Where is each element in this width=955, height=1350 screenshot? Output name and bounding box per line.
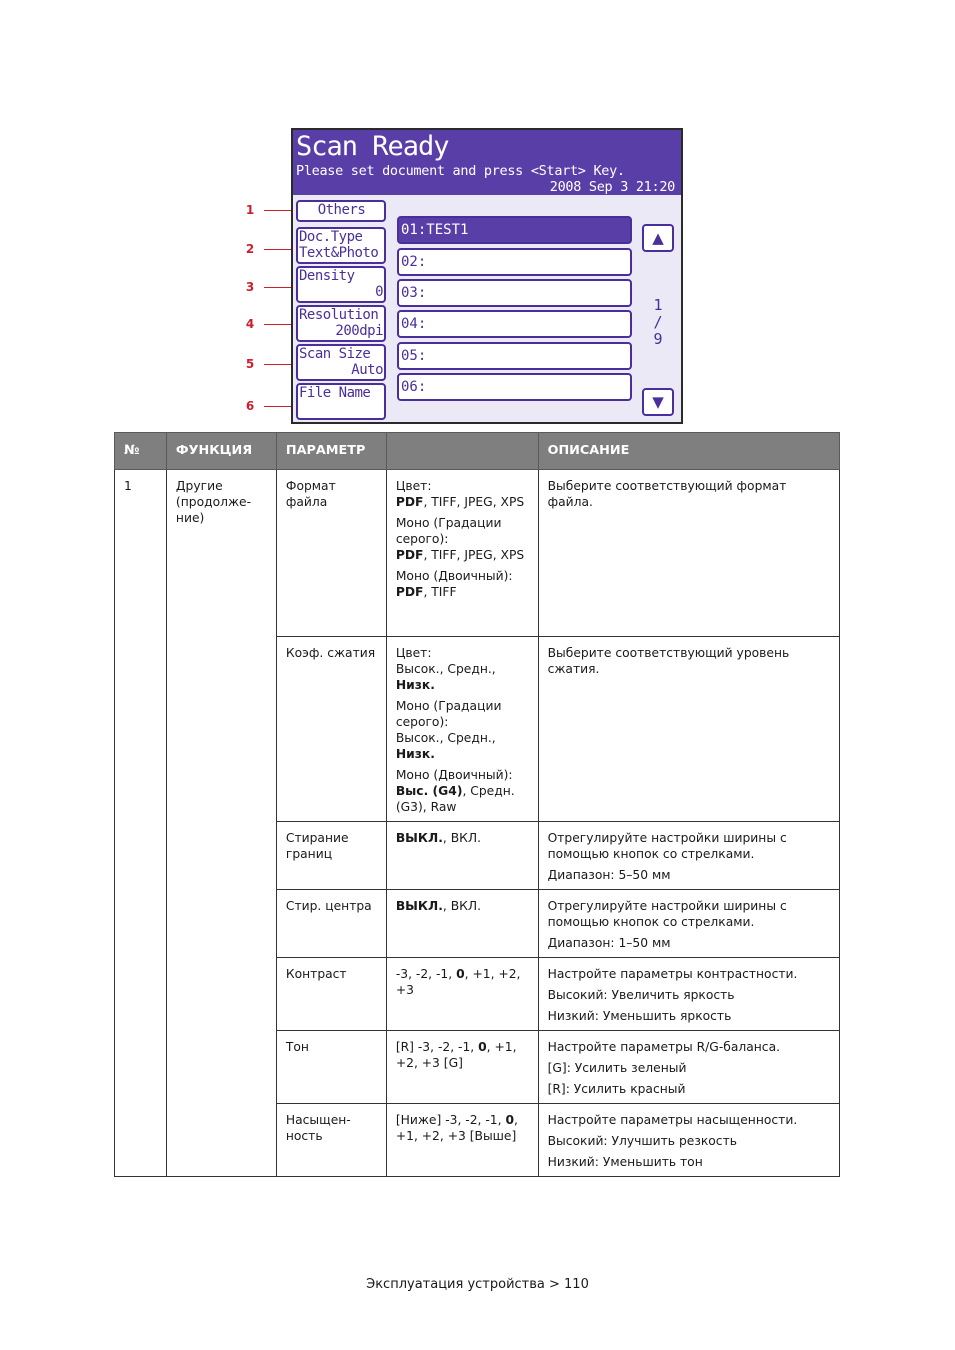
setting-options: , TIFF, JPEG, XPS: [423, 495, 525, 509]
setting-default: ВЫКЛ.: [395, 899, 443, 913]
scan-size-button[interactable]: [296, 344, 386, 381]
cell-settings: [386, 1031, 538, 1104]
table-header-row: [115, 433, 840, 470]
file-name-button[interactable]: [296, 383, 386, 420]
cell-param: Формат файла: [276, 470, 386, 637]
description-line: Диапазон: 1–50 мм: [547, 936, 671, 950]
setting-default: PDF: [395, 495, 424, 509]
page-footer: Эксплуатация устройства > 110: [366, 1277, 589, 1292]
cell-function: Другие (продолже-ние): [166, 470, 276, 1177]
setting-default: Выс. (G4): [395, 784, 463, 798]
setting-default: ВЫКЛ.: [395, 831, 443, 845]
cell-settings: [386, 637, 538, 822]
page-total: 9: [653, 330, 663, 348]
callout-2: 2: [245, 242, 255, 256]
setting-options: , ВКЛ.: [442, 831, 482, 845]
setting-label: Моно (Градации серого):: [395, 699, 502, 729]
description-line: Настройте параметры R/G-баланса.: [547, 1040, 781, 1054]
description-line: [R]: Усилить красный: [547, 1082, 686, 1096]
cell-settings: [386, 822, 538, 890]
profile-slot-03[interactable]: 03:: [397, 279, 632, 307]
cell-number: 1: [115, 470, 167, 1177]
doc-type-label: Doc.Type: [299, 229, 363, 245]
description-line: [G]: Усилить зеленый: [547, 1061, 687, 1075]
lcd-datetime: 2008 Sep 3 21:20: [549, 179, 675, 195]
setting-options: Высок., Средн.,: [395, 662, 496, 676]
setting-options: , +1, +2, +3: [395, 967, 521, 997]
setting-options: [Ниже] -3, -2, -1,: [395, 1113, 506, 1127]
description-line: Отрегулируйте настройки ширины с помощью кнопок со стрелками.: [547, 899, 787, 929]
header-settings: [386, 433, 538, 470]
setting-label: Моно (Двоичный):: [395, 569, 513, 583]
cell-settings: [386, 470, 538, 637]
description-line: Настройте параметры контрастности.: [547, 967, 798, 981]
description-line: Настройте параметры насыщенности.: [547, 1113, 798, 1127]
resolution-value: 200dpi: [335, 323, 383, 339]
page-separator: /: [653, 313, 663, 331]
description-line: Низкий: Уменьшить тон: [547, 1155, 703, 1169]
lcd-screen: [291, 128, 683, 424]
setting-options: , +1, +2, +3 [Выше]: [395, 1113, 518, 1143]
scan-size-value: Auto: [351, 362, 383, 378]
setting-options: , +1, +2, +3 [G]: [395, 1040, 517, 1070]
cell-param: Насыщен-ность: [276, 1104, 386, 1177]
cell-param: Контраст: [276, 958, 386, 1031]
cell-settings: [386, 958, 538, 1031]
resolution-button[interactable]: [296, 305, 386, 342]
arrow-down-icon: ▼: [652, 393, 664, 411]
setting-default: 0: [456, 967, 465, 981]
cell-param: Стирание границ: [276, 822, 386, 890]
setting-default: 0: [478, 1040, 487, 1054]
profile-slot-02[interactable]: 02:: [397, 248, 632, 276]
setting-default: 0: [505, 1113, 514, 1127]
setting-label: Моно (Градации серого):: [395, 516, 502, 546]
settings-table: [114, 432, 840, 1177]
callout-4: 4: [245, 317, 255, 331]
cell-param: Тон: [276, 1031, 386, 1104]
cell-description: [538, 1104, 839, 1177]
lcd-title: Scan Ready: [296, 131, 449, 162]
header-description: ОПИСАНИЕ: [538, 433, 839, 470]
setting-options: Высок., Средн.,: [395, 731, 496, 745]
cell-description: [538, 822, 839, 890]
resolution-label: Resolution: [299, 307, 379, 323]
setting-options: , TIFF: [423, 585, 457, 599]
setting-label: Моно (Двоичный):: [395, 768, 513, 782]
lcd-body: [293, 195, 681, 422]
callout-6: 6: [245, 399, 255, 413]
density-button[interactable]: [296, 266, 386, 303]
callout-5: 5: [245, 357, 255, 371]
doc-type-value: Text&Photo: [299, 245, 379, 261]
cell-param: Стир. центра: [276, 890, 386, 958]
doc-type-button[interactable]: [296, 227, 386, 264]
density-value: 0: [375, 284, 383, 300]
arrow-up-icon: ▲: [652, 229, 664, 247]
setting-label: Цвет:: [395, 646, 432, 660]
lcd-header: [293, 130, 681, 195]
setting-options: [R] -3, -2, -1,: [395, 1040, 479, 1054]
description-line: Низкий: Уменьшить яркость: [547, 1009, 732, 1023]
file-name-label: File Name: [299, 385, 371, 401]
callout-3: 3: [245, 280, 255, 294]
header-function: ФУНКЦИЯ: [166, 433, 276, 470]
description-line: Выберите соответствующий формат файла.: [547, 479, 787, 509]
profile-slot-05[interactable]: 05:: [397, 342, 632, 370]
scroll-down-button[interactable]: [642, 388, 674, 416]
description-line: Отрегулируйте настройки ширины с помощью кнопок со стрелками.: [547, 831, 787, 861]
description-line: Высокий: Улучшить резкость: [547, 1134, 737, 1148]
setting-label: Цвет:: [395, 479, 432, 493]
callout-1: 1: [245, 203, 255, 217]
cell-settings: [386, 890, 538, 958]
cell-param: Коэф. сжатия: [276, 637, 386, 822]
profile-slot-04[interactable]: 04:: [397, 310, 632, 338]
setting-default: Низк.: [395, 678, 435, 692]
setting-options: , ВКЛ.: [442, 899, 482, 913]
scroll-up-button[interactable]: [642, 224, 674, 252]
setting-options: -3, -2, -1,: [395, 967, 457, 981]
others-label: Others: [317, 202, 366, 218]
setting-options: , TIFF, JPEG, XPS: [423, 548, 525, 562]
description-line: Высокий: Увеличить яркость: [547, 988, 735, 1002]
setting-default: PDF: [395, 585, 424, 599]
page-current: 1: [653, 296, 663, 314]
cell-settings: [386, 1104, 538, 1177]
lcd-figure: [0, 0, 955, 430]
profile-slot-06[interactable]: 06:: [397, 373, 632, 401]
header-parameter: ПАРАМЕТР: [276, 433, 386, 470]
setting-options: , Средн.(G3), Raw: [395, 784, 515, 814]
density-label: Density: [299, 268, 355, 284]
cell-description: [538, 637, 839, 822]
description-line: Диапазон: 5–50 мм: [547, 868, 671, 882]
cell-description: [538, 890, 839, 958]
others-button[interactable]: [296, 200, 386, 222]
lcd-prompt: Please set document and press <Start> Key.: [296, 163, 625, 179]
table-row: [115, 470, 840, 637]
cell-description: [538, 958, 839, 1031]
setting-default: PDF: [395, 548, 424, 562]
setting-default: Низк.: [395, 747, 435, 761]
description-line: Выберите соответствующий уровень сжатия.: [547, 646, 790, 676]
profile-slot-01[interactable]: 01:TEST1: [397, 216, 632, 244]
cell-description: [538, 470, 839, 637]
scan-size-label: Scan Size: [299, 346, 371, 362]
header-number: №: [115, 433, 167, 470]
cell-description: [538, 1031, 839, 1104]
